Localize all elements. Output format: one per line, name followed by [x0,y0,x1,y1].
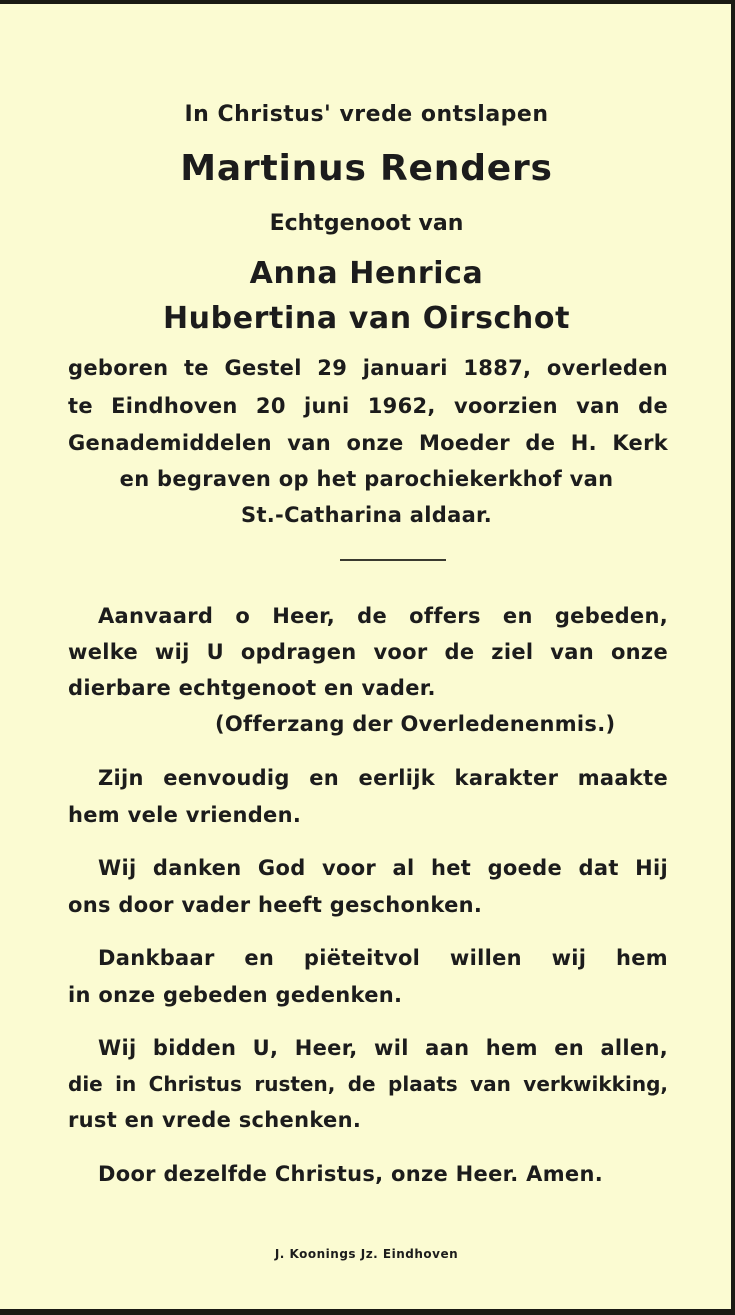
spouse-label: Echtgenoot van [269,211,464,236]
prayer1-line2: welke wij U opdragen voor de ziel van onze [68,640,668,664]
prayer4-line2: in onze gebeden gedenken. [68,983,403,1007]
spouse-name-line2: Hubertina van Oirschot [162,301,571,336]
prayer1-source: (Offerzang der Overledenenmis.) [215,712,616,736]
bio-line4: en begraven op het parochiekerkhof van [119,467,614,491]
prayer1-line1: Aanvaard o Heer, de offers en gebeden, [98,604,668,628]
intro-text: In Christus' vrede ontslapen [184,102,549,127]
prayer3-line1: Wij danken God voor al het goede dat Hij [98,856,668,880]
deceased-name: Martinus Renders [180,148,553,189]
bio-line1: geboren te Gestel 29 januari 1887, overleden [68,356,668,380]
bio-line2: te Eindhoven 20 juni 1962, voorzien van de [68,394,668,418]
prayer2-line1: Zijn eenvoudig en eerlijk karakter maakte [98,766,668,790]
prayer3-line2: ons door vader heeft geschonken. [68,893,483,917]
prayer5-line1: Wij bidden U, Heer, wil aan hem en allen, [98,1036,668,1060]
prayer6-line1: Door dezelfde Christus, onze Heer. Amen. [98,1162,603,1186]
prayer4-line1: Dankbaar en piëteitvol willen wij hem [98,946,668,970]
prayer5-line2: die in Christus rusten, de plaats van verkwikking, [68,1072,668,1096]
prayer1-line3: dierbare echtgenoot en vader. [68,676,436,700]
divider-rule [340,559,446,561]
prayer5-line3: rust en vrede schenken. [68,1108,362,1132]
spouse-name-line1: Anna Henrica [249,256,484,291]
printer-imprint: J. Koonings Jz. Eindhoven [274,1247,459,1261]
bio-line3: Genademiddelen van onze Moeder de H. Kerk [68,431,668,455]
prayer2-line2: hem vele vrienden. [68,803,302,827]
bio-line5: St.-Catharina aldaar. [241,503,492,527]
memorial-card [0,4,733,1309]
